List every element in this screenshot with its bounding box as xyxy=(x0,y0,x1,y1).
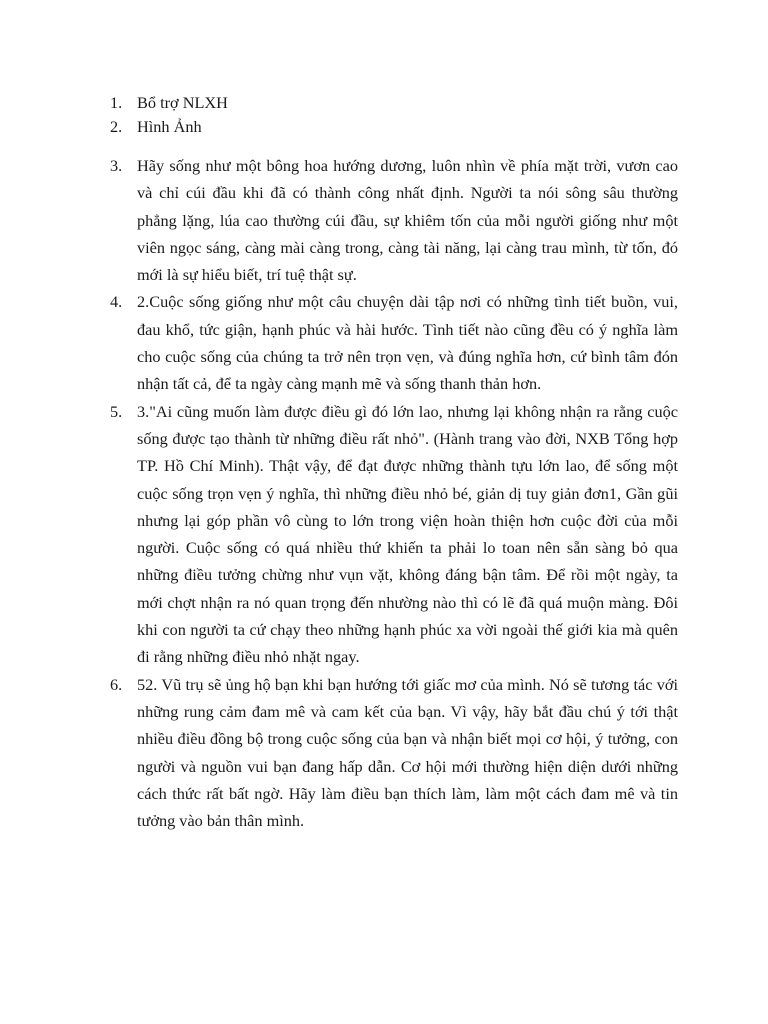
list-item-6 xyxy=(110,671,678,835)
list-number: 6. xyxy=(110,674,123,694)
list-item-5 xyxy=(110,398,678,671)
list-item-4 xyxy=(110,288,678,397)
paragraph-text: 52. Vũ trụ sẽ ủng hộ bạn khi bạn hướng tới giấc mơ của mình. Nó sẽ tương tác với những rung cảm đam mê và cam kết của bạn. Vì vậy, hãy bắt đầu chú ý tới thật nhiều điều đồng bộ trong cuộc sống của bạn và nhận biết mọi cơ hội, ý tưởng, con người và nguồn vui bạn đang hấp dẫn. Cơ hội mới thường hiện diện dưới những cách thức rất bất ngờ. Hãy làm điều bạn thích làm, làm một cách đam mê và tin tưởng vào bản thân mình. xyxy=(137,674,678,831)
paragraph-text: 2.Cuộc sống giống như một câu chuyện dài tập nơi có những tình tiết buồn, vui, đau khổ, tức giận, hạnh phúc và hài hước. Tình tiết nào cũng đều có ý nghĩa làm cho cuộc sống của chúng ta trở nên trọn vẹn, và đúng nghĩa hơn, cứ bình tâm đón nhận tất cả, để ta ngày càng mạnh mẽ và sống thanh thản hơn. xyxy=(137,292,678,394)
list-item-2 xyxy=(110,115,678,139)
list-item-3 xyxy=(110,152,678,288)
list-item-text: Hình Ảnh xyxy=(137,117,202,136)
list-item-text: Bổ trợ NLXH xyxy=(137,93,228,112)
short-list xyxy=(110,91,678,139)
list-number: 1. xyxy=(110,93,123,112)
paragraph-list xyxy=(110,152,678,834)
paragraph-text: 3."Ai cũng muốn làm được điều gì đó lớn lao, nhưng lại không nhận ra rằng cuộc sống được tạo thành từ những điều rất nhỏ". (Hành trang vào đời, NXB Tổng hợp TP. Hồ Chí Minh). Thật vậy, để đạt được những thành tựu lớn lao, để sống một cuộc sống trọn vẹn ý nghĩa, thì những điều nhỏ bé, giản dị tuy giản đơn1, Gần gũi nhưng lại góp phần vô cùng to lớn trong viện hoàn thiện hơn cuộc đời của mỗi người. Cuộc sống có quá nhiều thứ khiến ta phải lo toan nên sẵn sàng bỏ qua những điều tưởng chừng như vụn vặt, không đáng bận tâm. Để rồi một ngày, ta mới chợt nhận ra nó quan trọng đến nhường nào thì có lẽ đã quá muộn màng. Đôi khi con người ta cứ chạy theo những hạnh phúc xa vời ngoài thế giới kia mà quên đi rằng những điều nhỏ nhặt ngay. xyxy=(137,401,678,667)
paragraph-text: Hãy sống như một bông hoa hướng dương, luôn nhìn về phía mặt trời, vươn cao và chỉ cúi đầu khi đã có thành công nhất định. Người ta nói sông sâu thường phẳng lặng, lúa cao thường cúi đầu, sự khiêm tốn của mỗi người giống như một viên ngọc sáng, càng mài càng trong, càng tài năng, lại càng trau mình, từ tốn, đó mới là sự hiểu biết, trí tuệ thật sự. xyxy=(137,156,678,285)
list-item-1 xyxy=(110,91,678,115)
list-number: 4. xyxy=(110,292,123,312)
list-number: 3. xyxy=(110,156,123,175)
list-number: 5. xyxy=(110,401,123,421)
list-number: 2. xyxy=(110,117,123,136)
